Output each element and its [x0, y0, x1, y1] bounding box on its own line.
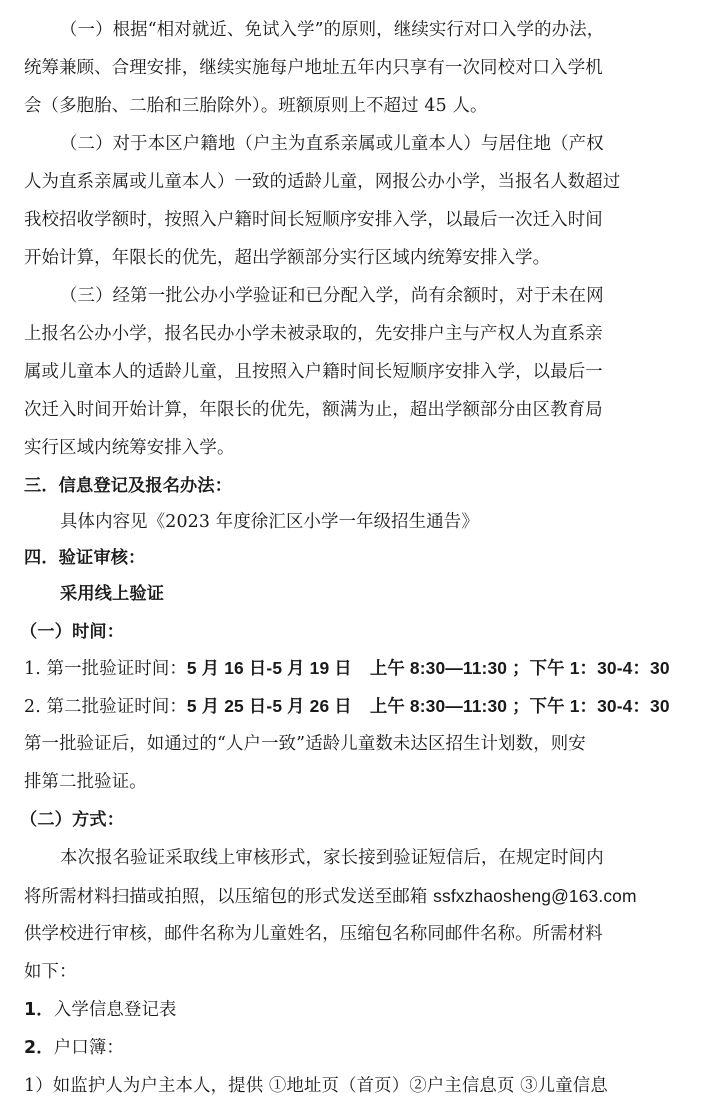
paragraph-line: 属或儿童本人的适龄儿童，且按照入户籍时间长短顺序安排入学，以最后一 [24, 362, 603, 382]
paragraph-line [24, 884, 637, 909]
subsection-heading: （二）方式： [20, 810, 125, 830]
paragraph-line: 如下： [24, 962, 77, 982]
paragraph-line: 具体内容见《2023 年度徐汇区小学一年级招生通告》 [60, 512, 479, 532]
paragraph-line: （二）对于本区户籍地（户主为直系亲属或儿童本人）与居住地（产权 [60, 134, 604, 154]
schedule-dates: 5 月 25 日-5 月 26 日 [186, 696, 352, 716]
schedule-label: 1. 第一批验证时间： [24, 659, 187, 679]
paragraph-line: （三）经第一批公办小学验证和已分配入学，尚有余额时，对于未在网 [60, 286, 604, 306]
schedule-dates: 5 月 16 日-5 月 19 日 [186, 658, 352, 678]
email-address: ssfxzhaosheng@163.com [433, 886, 637, 906]
section-heading: 四．验证审核： [24, 548, 146, 568]
paragraph-line: 第一批验证后，如通过的“人户一致”适龄儿童数未达区招生计划数，则安 [24, 734, 586, 754]
list-number: 1． [24, 1000, 54, 1020]
paragraph-line: （一）根据“相对就近、免试入学”的原则，继续实行对口入学的办法， [60, 20, 605, 40]
paragraph-line: 会（多胞胎、二胎和三胎除外）。班额原则上不超过 45 人。 [24, 96, 488, 116]
schedule-line [24, 656, 670, 681]
schedule-hours: 上午 8:30—11:30 ；下午 1：30-4：30 [369, 658, 670, 678]
paragraph-line: 排第二批验证。 [24, 772, 147, 792]
paragraph-line: 开始计算，年限长的优先，超出学额部分实行区域内统筹安排入学。 [24, 248, 551, 268]
schedule-line [24, 694, 670, 719]
paragraph-text: 将所需材料扫描或拍照，以压缩包的形式发送至邮箱 [24, 887, 434, 907]
schedule-label: 2. 第二批验证时间： [24, 697, 187, 717]
paragraph-line: 供学校进行审核，邮件名称为儿童姓名，压缩包名称同邮件名称。所需材料 [24, 924, 603, 944]
list-text: 户口簿： [53, 1038, 124, 1058]
schedule-hours: 上午 8:30—11:30 ；下午 1：30-4：30 [369, 696, 670, 716]
sub-heading: 采用线上验证 [60, 584, 165, 604]
list-text: 入学信息登记表 [53, 1000, 177, 1020]
list-item [24, 998, 177, 1022]
list-number: 2． [24, 1038, 54, 1058]
paragraph-line: 统筹兼顾、合理安排，继续实施每户地址五年内只享有一次同校对口入学机 [24, 58, 603, 78]
section-heading: 三．信息登记及报名办法： [24, 476, 233, 496]
subsection-heading: （一）时间： [20, 622, 125, 642]
list-sub-item: 1）如监护人为户主本人，提供 ①地址页（首页）②户主信息页 ③儿童信息 [24, 1076, 608, 1096]
paragraph-line: 本次报名验证采取线上审核形式，家长接到验证短信后，在规定时间内 [60, 848, 604, 868]
paragraph-line: 上报名公办小学，报名民办小学未被录取的，先安排户主与产权人为直系亲 [24, 324, 603, 344]
paragraph-line: 实行区域内统筹安排入学。 [24, 438, 235, 458]
paragraph-line: 我校招收学额时，按照入户籍时间长短顺序安排入学，以最后一次迁入时间 [24, 210, 603, 230]
list-item [24, 1036, 124, 1060]
paragraph-line: 次迁入时间开始计算，年限长的优先，额满为止，超出学额部分由区教育局 [24, 400, 603, 420]
paragraph-line: 人为直系亲属或儿童本人）一致的适龄儿童，网报公办小学，当报名人数超过 [24, 172, 621, 192]
